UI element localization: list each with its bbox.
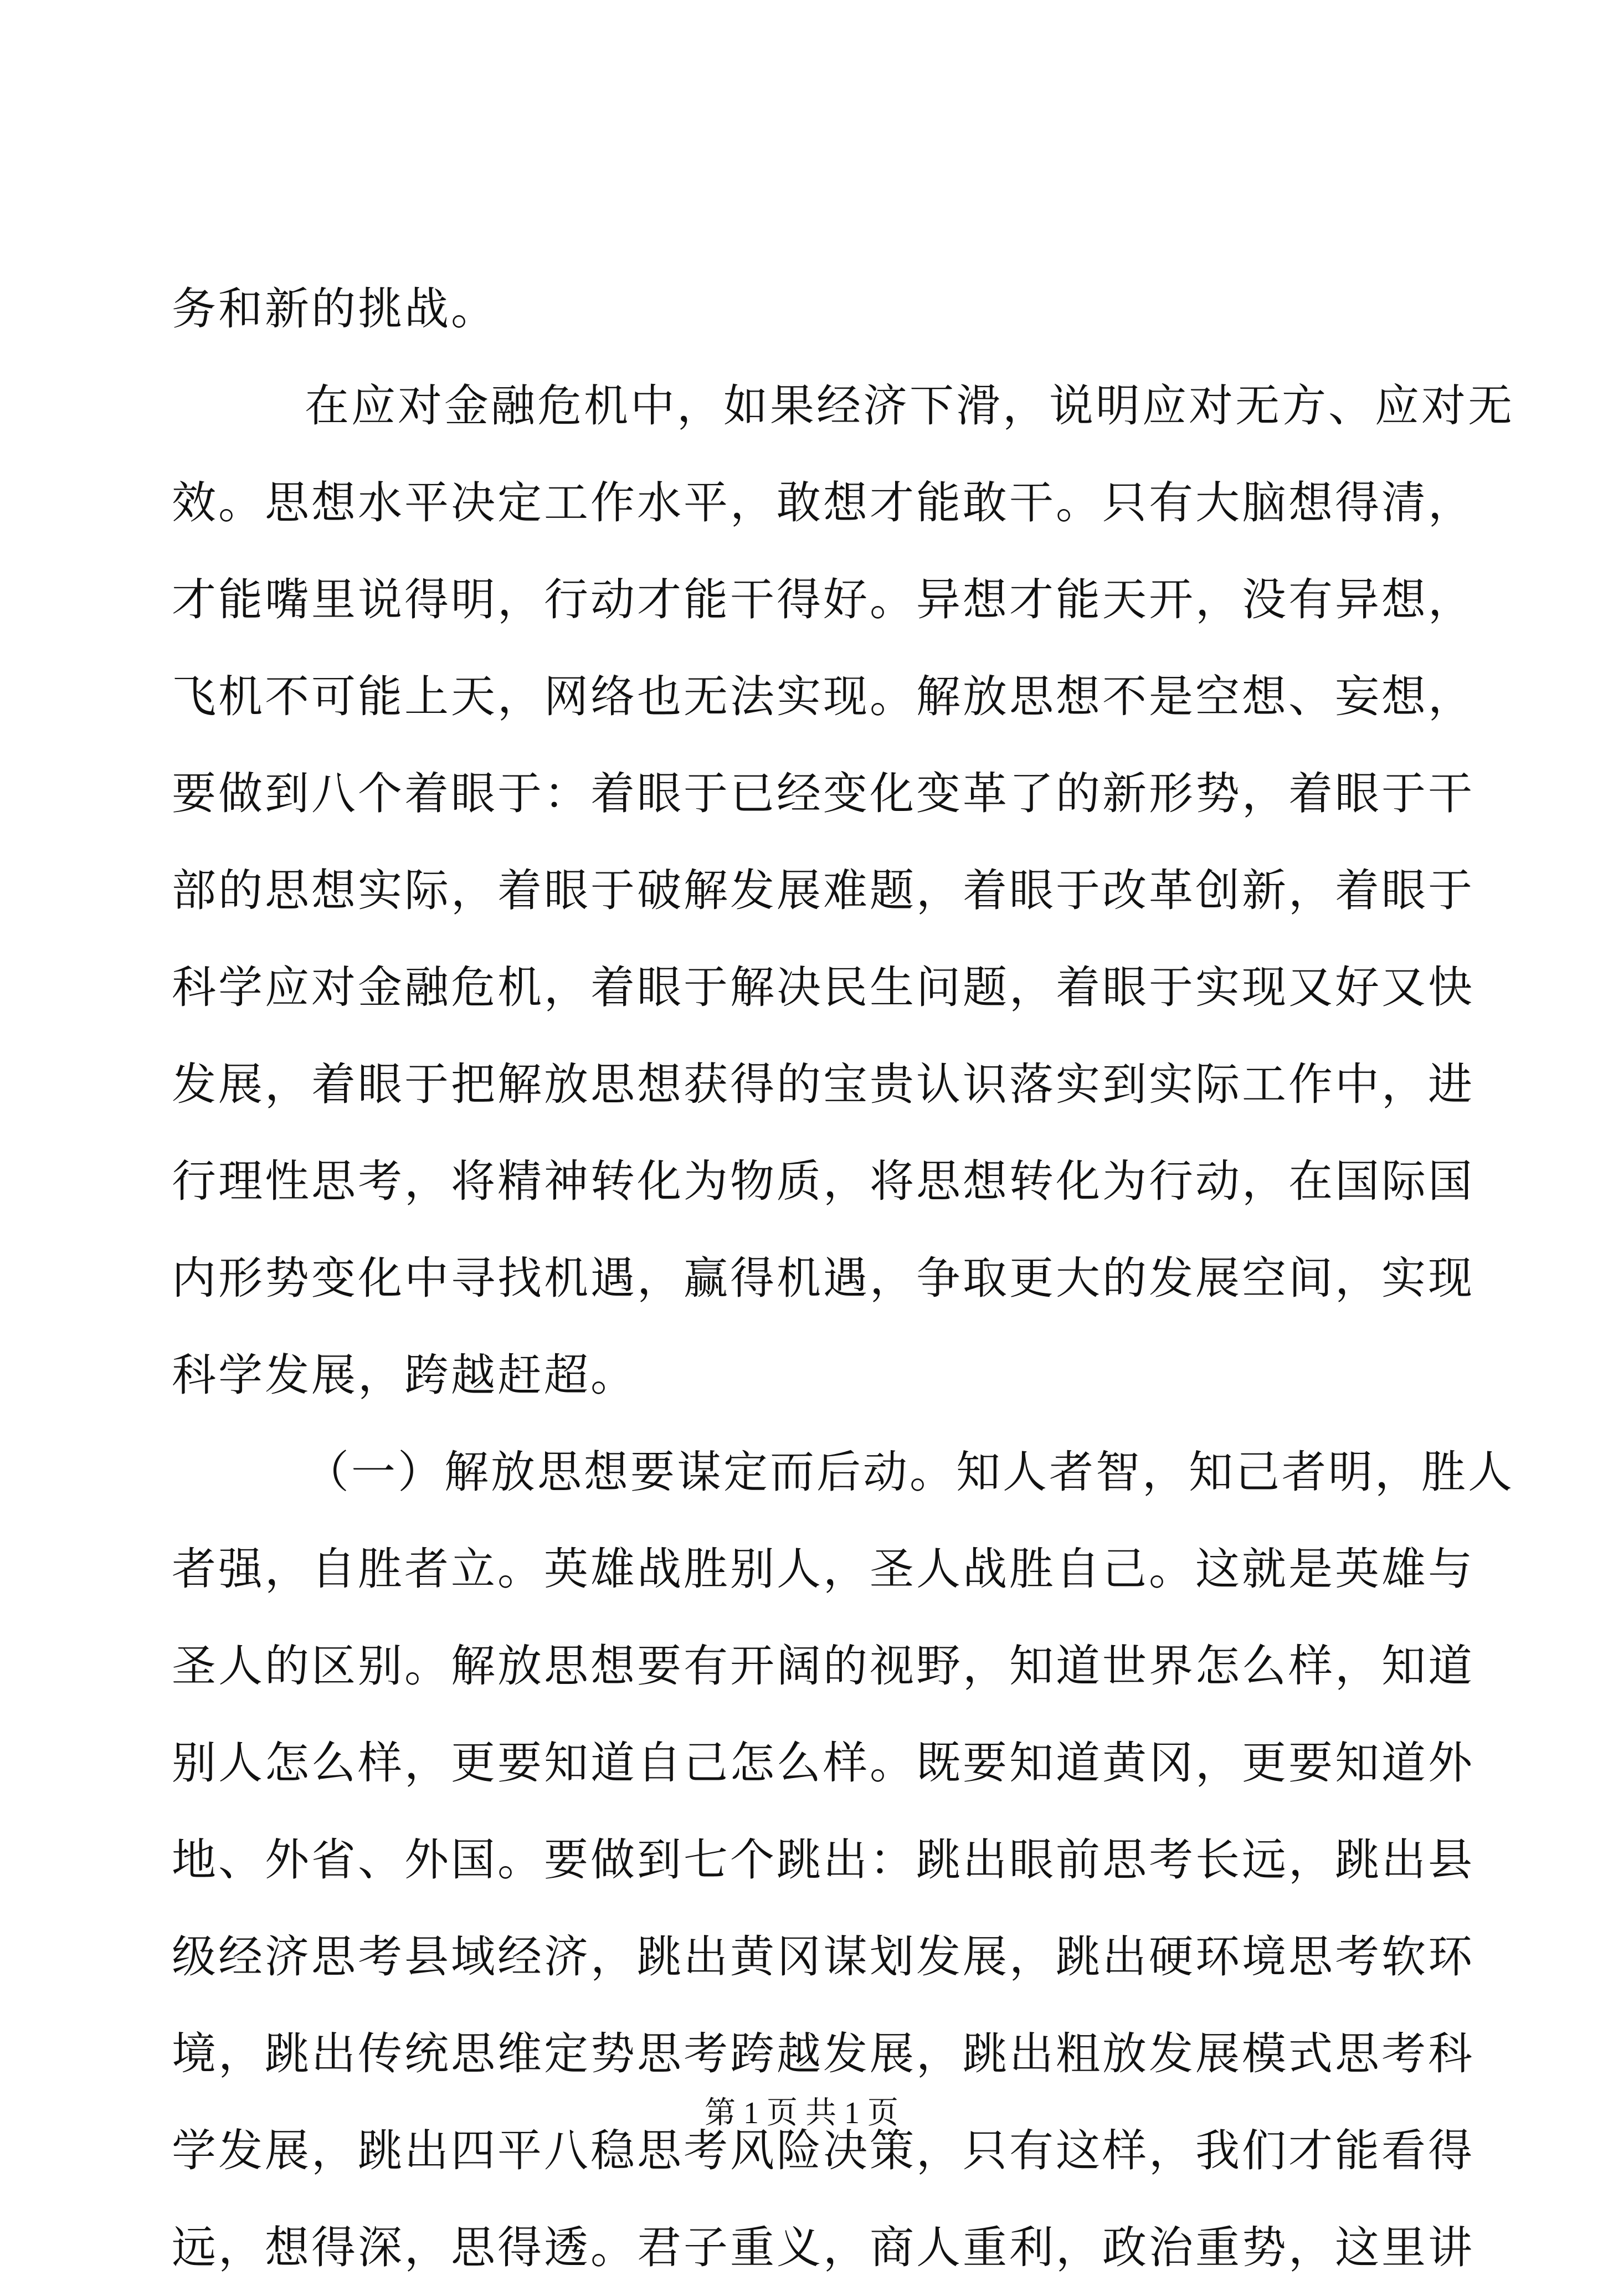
text-line: 学发展，跳出四平八稳思考风险决策，只有这样，我们才能看得 [172, 2125, 1474, 2176]
text-line: 要做到八个着眼于：着眼于已经变化变革了的新形势，着眼于干 [172, 768, 1474, 819]
text-line: 远，想得深，思得透。君子重义，商人重利，政治重势，这里讲 [172, 2222, 1474, 2273]
text-line: 别人怎么样，更要知道自己怎么样。既要知道黄冈，更要知道外 [172, 1737, 1474, 1789]
document-body [172, 260, 1514, 2296]
text-line: 在应对金融危机中，如果经济下滑，说明应对无方、应对无 [305, 380, 1514, 432]
text-line: 者强，自胜者立。英雄战胜别人，圣人战胜自己。这就是英雄与 [172, 1543, 1474, 1595]
text-line: 行理性思考，将精神转化为物质，将思想转化为行动，在国际国 [172, 1155, 1474, 1207]
text-line: 务和新的挑战。 [172, 283, 497, 335]
text-line: 发展，着眼于把解放思想获得的宝贵认识落实到实际工作中，进 [172, 1059, 1474, 1110]
text-line: 科学应对金融危机，着眼于解决民生问题，着眼于实现又好又快 [172, 962, 1474, 1013]
text-line: 飞机不可能上天，网络也无法实现。解放思想不是空想、妄想， [172, 671, 1474, 722]
text-line: 圣人的区别。解放思想要有开阔的视野，知道世界怎么样，知道 [172, 1640, 1474, 1692]
text-line: 境，跳出传统思维定势思考跨越发展，跳出粗放发展模式思考科 [172, 2028, 1474, 2079]
text-line: 效。思想水平决定工作水平，敢想才能敢干。只有大脑想得清， [172, 477, 1474, 528]
text-line: 地、外省、外国。要做到七个跳出：跳出眼前思考长远，跳出县 [172, 1834, 1474, 1886]
text-line: （一）解放思想要谋定而后动。知人者智，知己者明，胜人 [305, 1446, 1514, 1498]
text-line: 部的思想实际，着眼于破解发展难题，着眼于改革创新，着眼于 [172, 865, 1474, 916]
text-line: 级经济思考县域经济，跳出黄冈谋划发展，跳出硬环境思考软环 [172, 1931, 1474, 1982]
text-line: 才能嘴里说得明，行动才能干得好。异想才能天开，没有异想， [172, 574, 1474, 625]
page-footer: 第 1 页 共 1 页 [705, 2096, 898, 2130]
text-line: 科学发展，跨越赶超。 [172, 1349, 637, 1401]
text-line: 内形势变化中寻找机遇，赢得机遇，争取更大的发展空间，实现 [172, 1252, 1474, 1304]
